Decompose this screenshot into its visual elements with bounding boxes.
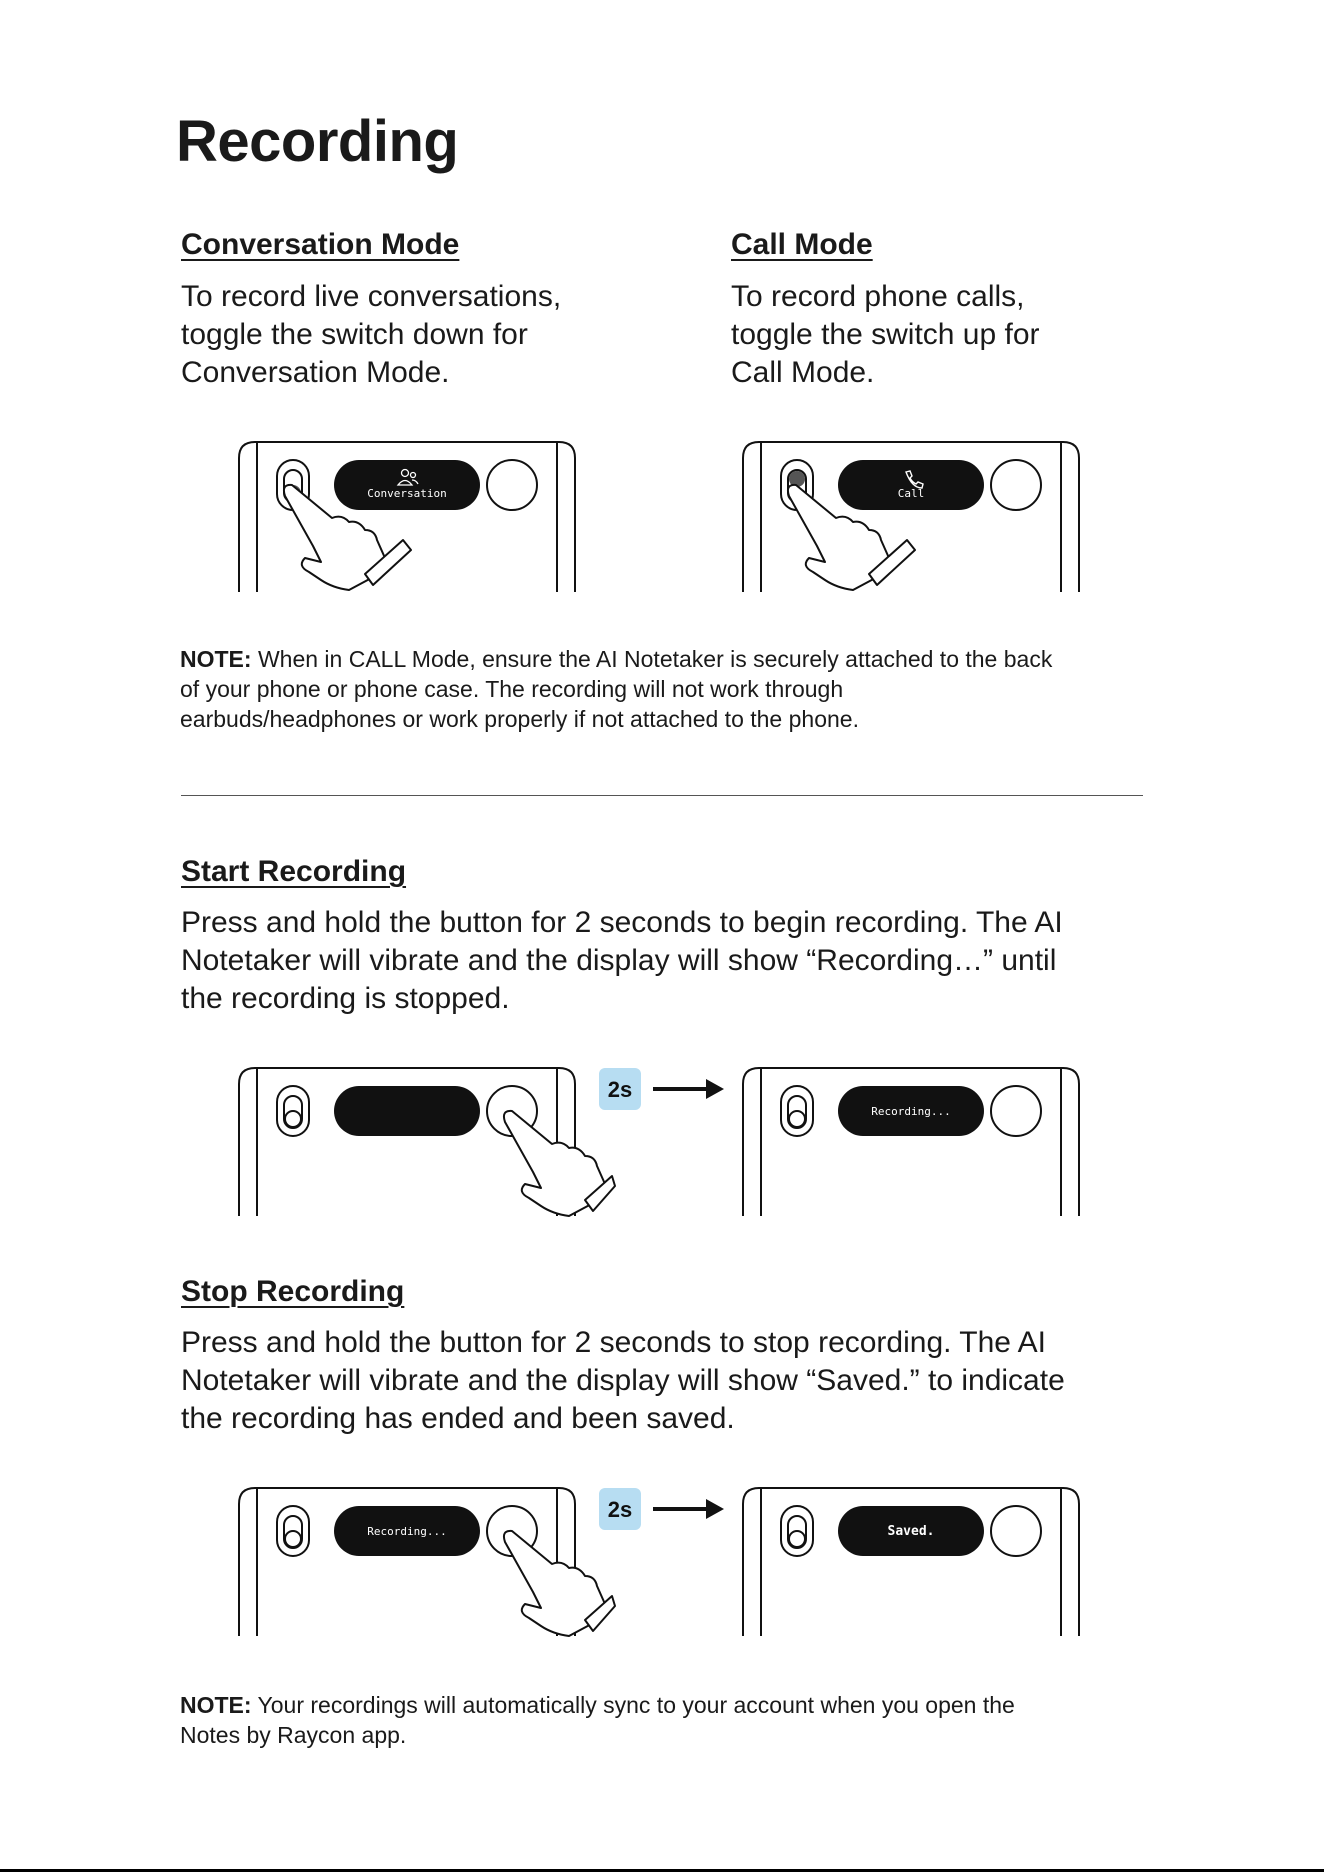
sync-note [180,1690,1015,1750]
start-after-device-illustration [741,1066,1081,1226]
text-line: Press and hold the button for 2 seconds to begin recording. The AI [181,906,1063,939]
text-line: Call Mode. [731,356,875,389]
call-mode-note [180,644,1052,734]
note-label: NOTE: [180,1692,252,1718]
text-line: earbuds/headphones or work properly if not attached to the phone. [180,706,859,732]
mode-switch [781,1506,813,1556]
record-button [991,1506,1041,1556]
start-before-device-illustration [237,1066,617,1226]
timer-badge-label: 2s [607,1497,633,1522]
display-pill [838,460,984,510]
text-line: Press and hold the button for 2 seconds to stop recording. The AI [181,1326,1046,1359]
call-device-illustration [741,440,1081,595]
call-mode-text [731,278,1040,392]
conversation-device-illustration [237,440,577,595]
start-recording-heading: Start Recording [181,855,407,888]
text-line: Notes by Raycon app. [180,1722,407,1748]
display-label: Recording... [871,1105,951,1118]
text-line: Conversation Mode. [181,356,450,389]
arrow-right-icon [653,1079,724,1099]
text-line: the recording is stopped. [181,982,510,1015]
conversation-mode-heading: Conversation Mode [181,228,460,261]
stop-after-device-illustration [741,1486,1081,1646]
stop-before-device-illustration [237,1486,617,1646]
text-line: Notetaker will vibrate and the display will show “Recording…” until [181,944,1057,977]
mode-switch [277,1506,309,1556]
hand-pointer-icon [504,1111,615,1216]
text-line: Notetaker will vibrate and the display will show “Saved.” to indicate [181,1364,1065,1397]
record-button [991,1086,1041,1136]
text-line: To record phone calls, [731,280,1025,313]
arrow-right-icon [653,1499,724,1519]
text-line: toggle the switch up for [731,318,1040,351]
mode-switch [781,1086,813,1136]
mode-switch [277,1086,309,1136]
stop-timing-indicator [598,1487,728,1531]
start-timing-indicator [598,1067,728,1111]
hand-pointer-icon [504,1531,615,1636]
section-divider [181,795,1143,796]
record-button [487,460,537,510]
call-mode-heading: Call Mode [731,228,873,261]
text-line: of your phone or phone case. The recording will not work through [180,676,844,702]
text-line: To record live conversations, [181,280,562,313]
display-label: Call [897,487,925,500]
display-label: Conversation [367,487,447,500]
text-line: the recording has ended and been saved. [181,1402,735,1435]
stop-recording-text [181,1324,1065,1438]
start-recording-text [181,904,1063,1018]
text-line: toggle the switch down for [181,318,528,351]
note-label: NOTE: [180,646,252,672]
conversation-mode-text [181,278,561,392]
record-button [991,460,1041,510]
display-label: Saved. [887,1524,935,1539]
display-label: Recording... [367,1525,447,1538]
stop-recording-heading: Stop Recording [181,1275,405,1308]
display-pill [334,1086,480,1136]
page-title: Recording [176,109,459,174]
text-line: When in CALL Mode, ensure the AI Notetaker is securely attached to the back [251,646,1053,672]
timer-badge-label: 2s [607,1077,633,1102]
text-line: Your recordings will automatically sync to your account when you open the [251,1692,1015,1718]
